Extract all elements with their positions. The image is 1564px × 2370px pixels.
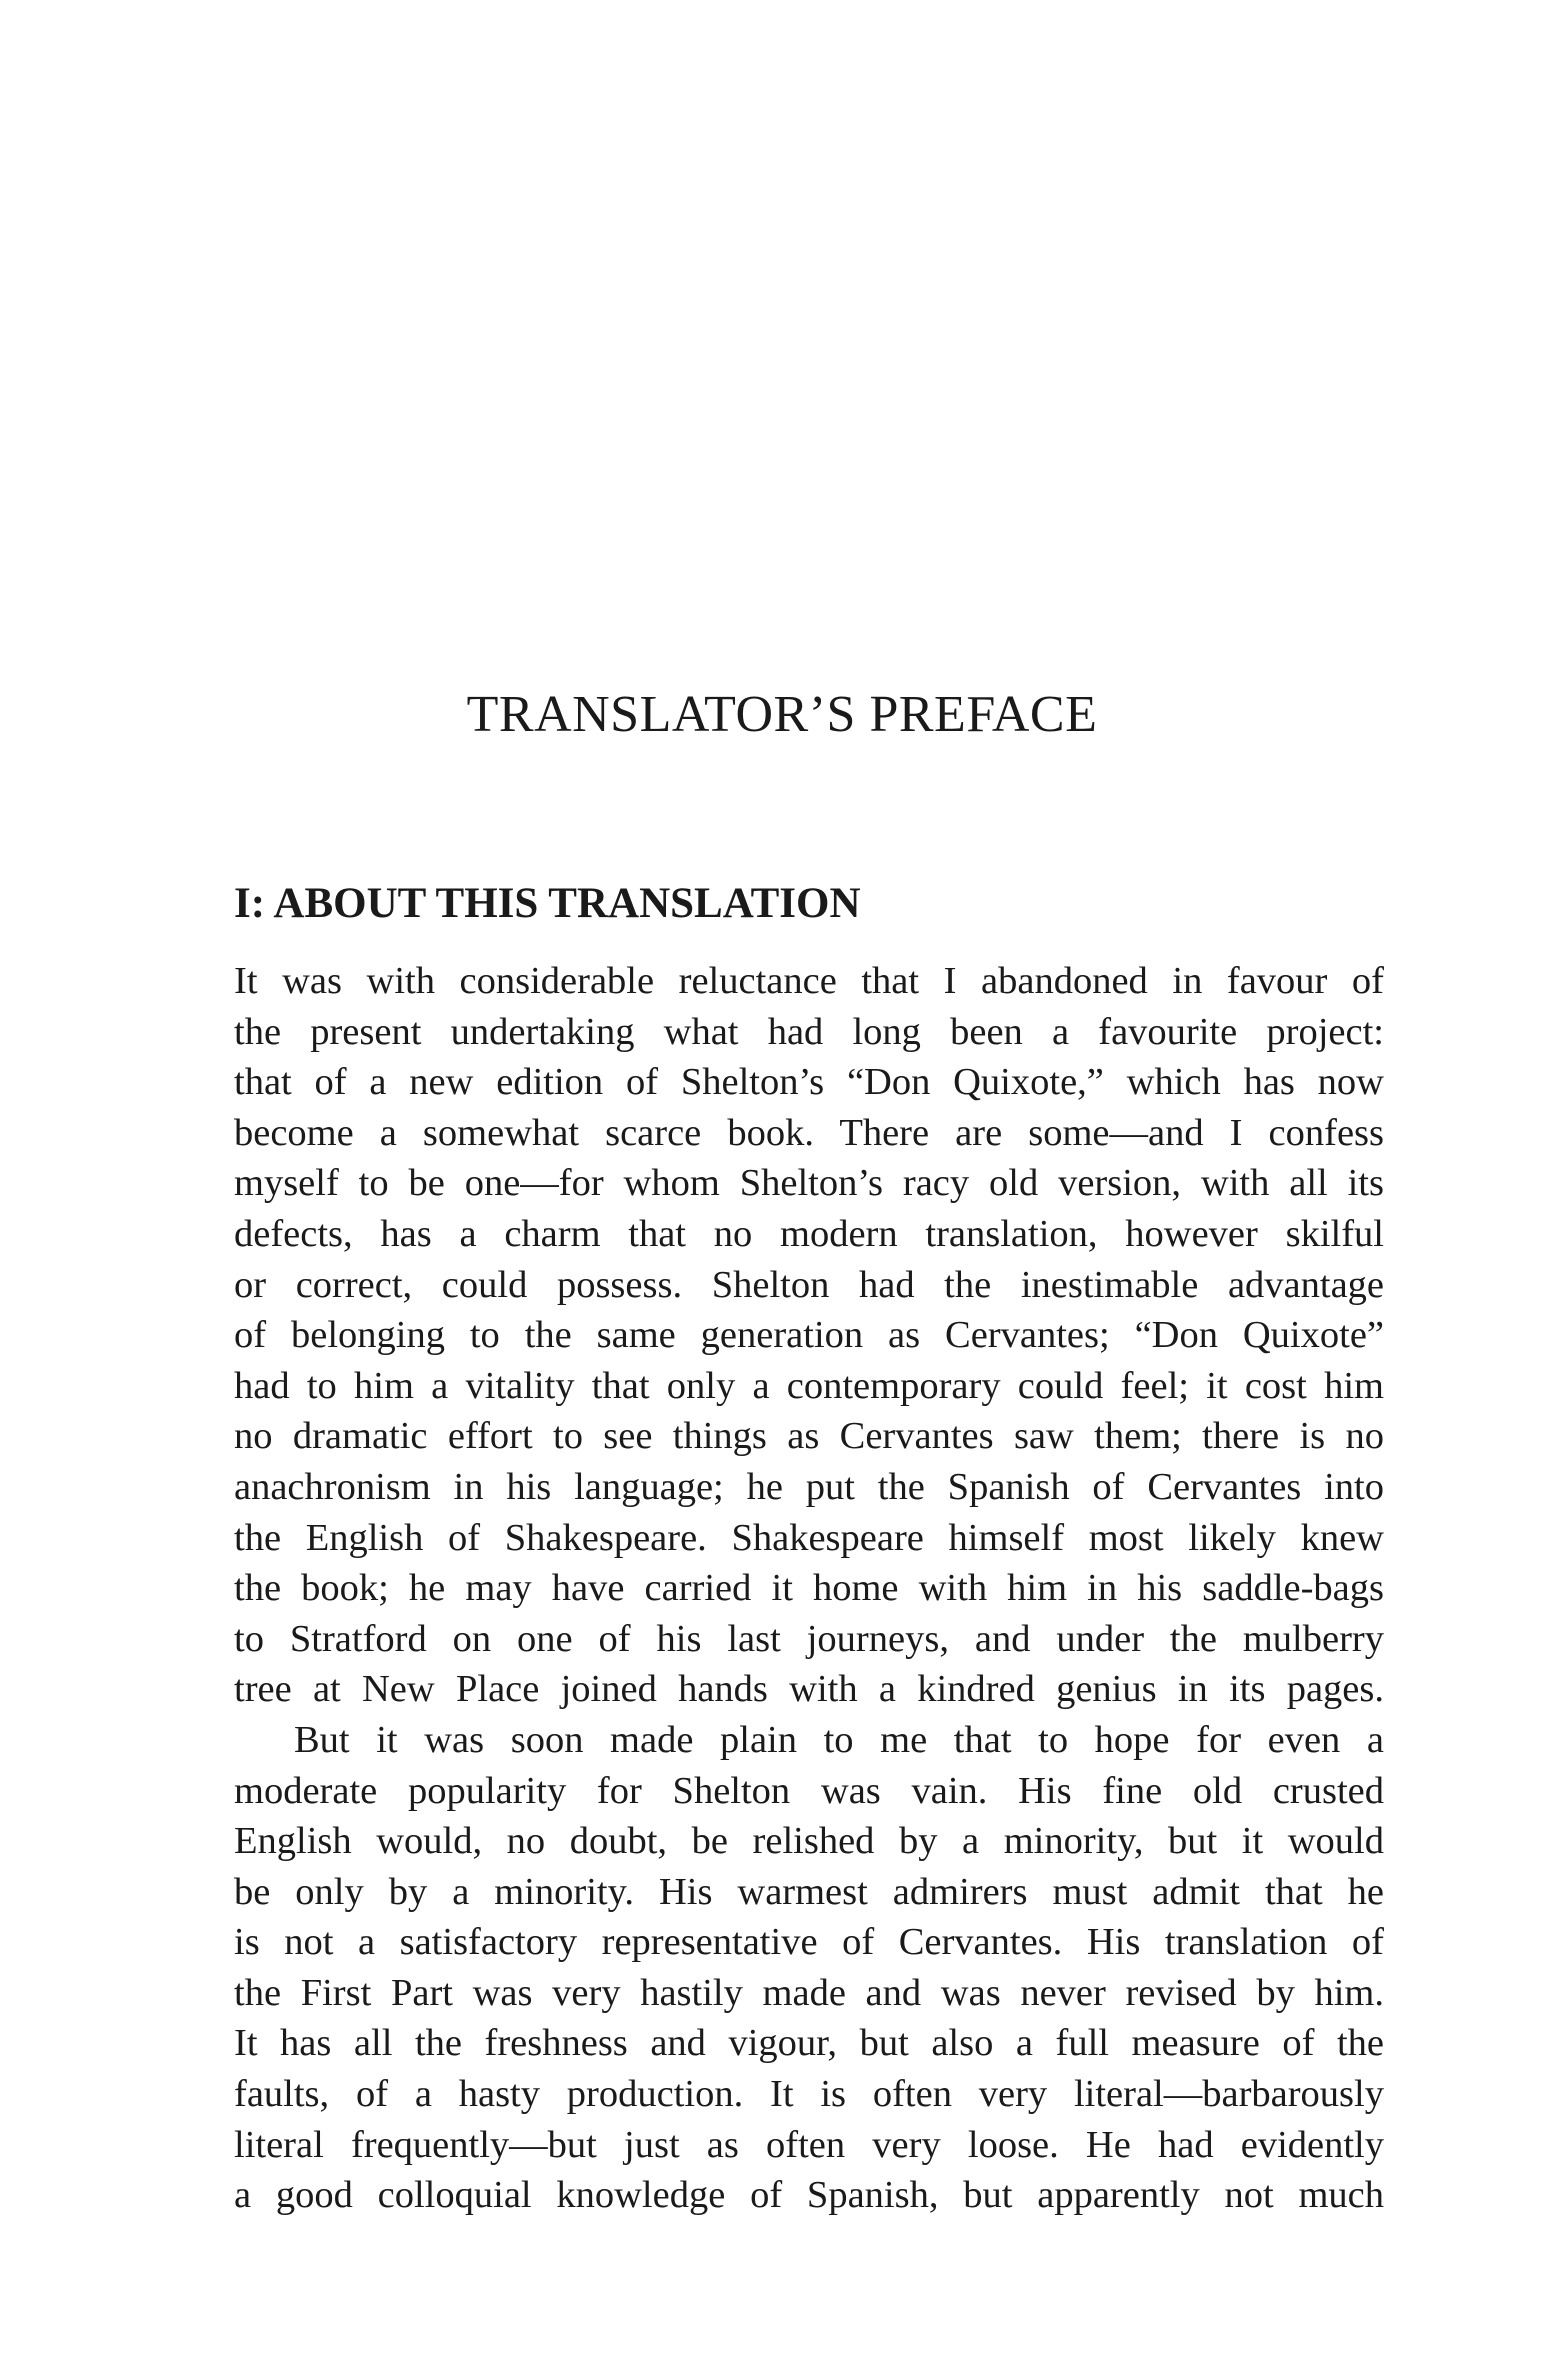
chapter-title: TRANSLATOR’S PREFACE [466, 686, 1098, 743]
paragraph-2 [234, 1715, 1384, 2221]
text-line: moderate popularity for Shelton was vain. His fine old crusted [234, 1769, 1384, 1812]
text-line: faults, of a hasty production. It is often very literal—barbarously [234, 2073, 1384, 2116]
text-line: the book; he may have carried it home with him in his saddle-bags [234, 1567, 1384, 1610]
body-text [234, 956, 1384, 2221]
text-line: become a somewhat scarce book. There are some—and I confess [234, 1111, 1384, 1154]
text-line: no dramatic effort to see things as Cervantes saw them; there is no [234, 1415, 1384, 1458]
paragraph-1 [234, 956, 1384, 1715]
text-line: is not a satisfactory representative of Cervantes. His translation of [234, 1921, 1384, 1964]
text-line: English would, no doubt, be relished by a minority, but it would [234, 1820, 1384, 1863]
text-line: anachronism in his language; he put the Spanish of Cervantes into [234, 1465, 1384, 1508]
text-line: had to him a vitality that only a contemporary could feel; it cost him [234, 1364, 1384, 1407]
text-line: tree at New Place joined hands with a kindred genius in its pages. [234, 1668, 1384, 1711]
text-line: It has all the freshness and vigour, but also a full measure of the [234, 2022, 1384, 2065]
text-line: myself to be one—for whom Shelton’s racy old version, with all its [234, 1162, 1384, 1205]
text-line: be only by a minority. His warmest admirers must admit that he [234, 1870, 1384, 1913]
text-line: the English of Shakespeare. Shakespeare himself most likely knew [234, 1516, 1384, 1559]
text-line: of belonging to the same generation as Cervantes; “Don Quixote” [234, 1314, 1384, 1357]
text-line: that of a new edition of Shelton’s “Don Quixote,” which has now [234, 1061, 1384, 1104]
text-line: But it was soon made plain to me that to hope for even a [294, 1718, 1384, 1761]
text-line: the First Part was very hastily made and was never revised by him. [234, 1971, 1384, 2014]
text-line: a good colloquial knowledge of Spanish, but apparently not much [234, 2174, 1384, 2217]
text-line: or correct, could possess. Shelton had the inestimable advantage [234, 1263, 1384, 1306]
section-heading: I: ABOUT THIS TRANSLATION [234, 880, 861, 927]
text-line: the present undertaking what had long been a favourite project: [234, 1010, 1384, 1053]
text-line: literal frequently—but just as often very loose. He had evidently [234, 2123, 1384, 2166]
text-line: defects, has a charm that no modern translation, however skilful [234, 1212, 1384, 1255]
text-line: to Stratford on one of his last journeys, and under the mulberry [234, 1617, 1384, 1660]
text-line: It was with considerable reluctance that I abandoned in favour of [234, 960, 1384, 1002]
